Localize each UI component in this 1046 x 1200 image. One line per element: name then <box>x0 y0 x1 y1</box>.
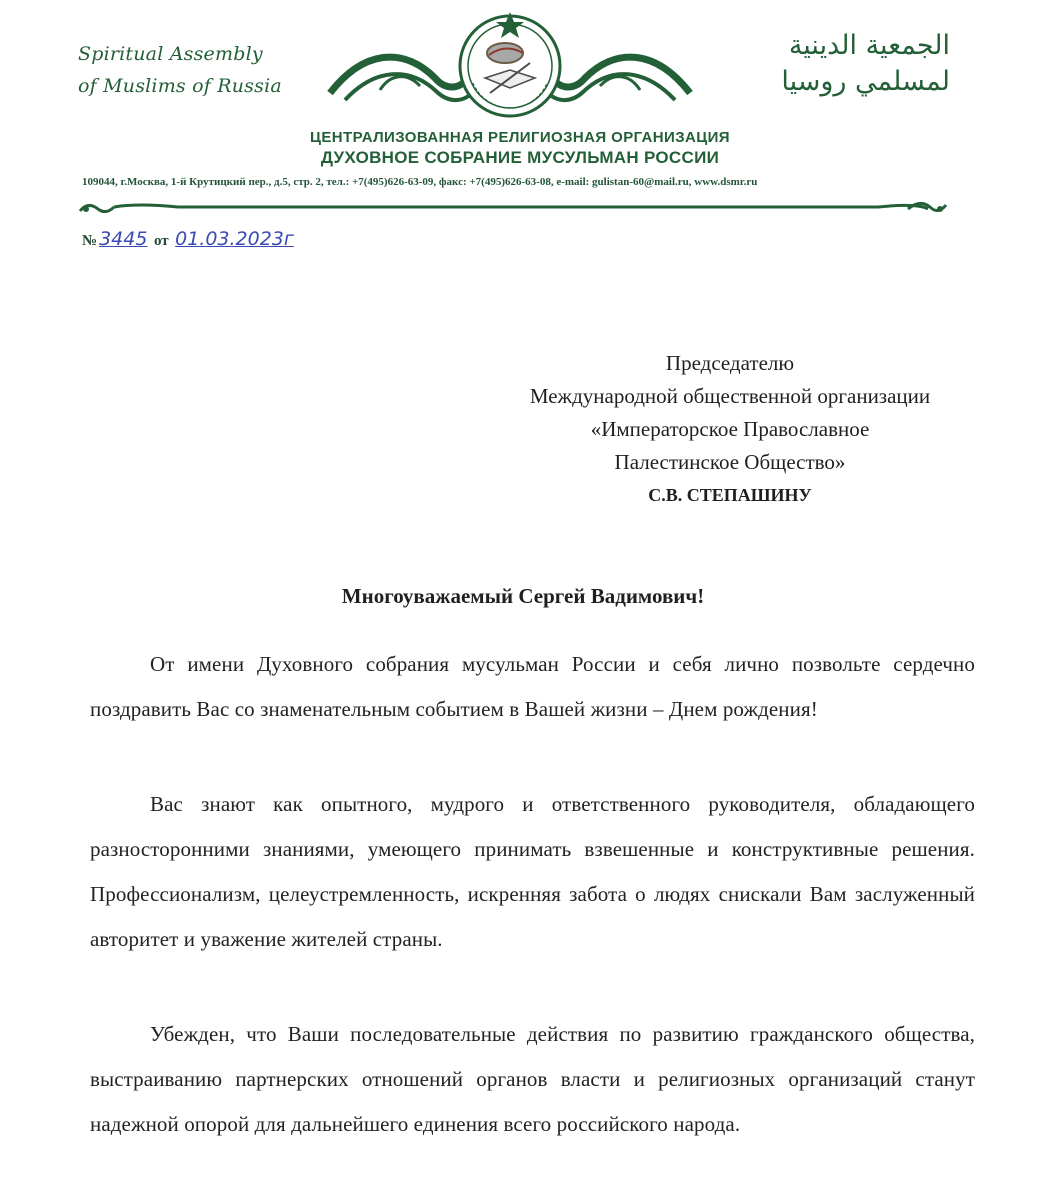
org-name-line1: ЦЕНТРАЛИЗОВАННАЯ РЕЛИГИОЗНАЯ ОРГАНИЗАЦИЯ <box>310 129 730 146</box>
body-paragraph-1: От имени Духовного собрания мусульман России и себя лично позвольте сердечно поздравить Вас со знаменательным событием в Вашей жизни – Днем рождения! <box>90 652 975 721</box>
ornamental-divider <box>78 193 948 221</box>
russian-org-name <box>200 128 840 169</box>
addressee-line1: Председателю <box>665 351 795 375</box>
body-paragraph-2: Вас знают как опытного, мудрого и ответственного руководителя, обладающего разносторонними знаниями, умеющего принимать взвешенные и конструктивные решения. Профессионализм, целеустремленность, искренняя забота о людях снискали Вам заслуженный авторитет и уважение жителей страны. <box>90 792 975 951</box>
org-name-line2: ДУХОВНОЕ СОБРАНИЕ МУСУЛЬМАН РОССИИ <box>320 148 720 167</box>
addressee-line4: Палестинское Общество» <box>614 450 846 474</box>
registration-number: 3445 <box>99 228 148 250</box>
salutation: Многоуважаемый Сергей Вадимович! <box>341 584 705 608</box>
registration-line <box>82 228 296 250</box>
emblem-logo <box>325 8 695 128</box>
contact-details: 109044, г.Москва, 1-й Крутицкий пер., д.5, стр. 2, тел.: +7(495)626-63-09, факс: +7(495)626-63-08, e-mail: gulistan-60@mail.ru, www.dsmr.ru <box>82 176 758 188</box>
addressee-line2: Международной общественной организации <box>529 384 931 408</box>
english-org-name-line1: Spiritual Assembly <box>78 43 263 65</box>
body-paragraph-3: Убежден, что Ваши последовательные действия по развитию гражданского общества, выстраиванию партнерских отношений органов власти и религиозных организаций станут надежной опорой для дальнейшего единения всего российского народа. <box>90 1022 975 1136</box>
registration-date: 01.03.2023г <box>175 228 294 250</box>
arabic-org-name-line1: الجمعية الدينية <box>788 30 950 61</box>
addressee-line3: «Императорское Православное <box>590 417 870 441</box>
arabic-org-name-line2: لمسلمي روسيا <box>781 66 950 97</box>
addressee-name: С.В. СТЕПАШИНУ <box>648 485 812 505</box>
arabic-org-name <box>700 28 950 100</box>
registration-number-label: № <box>82 233 98 249</box>
registration-date-label: от <box>153 233 169 249</box>
english-org-name-line2: of Muslims of Russia <box>78 75 282 97</box>
english-org-name <box>78 38 298 102</box>
addressee-block <box>475 347 985 512</box>
